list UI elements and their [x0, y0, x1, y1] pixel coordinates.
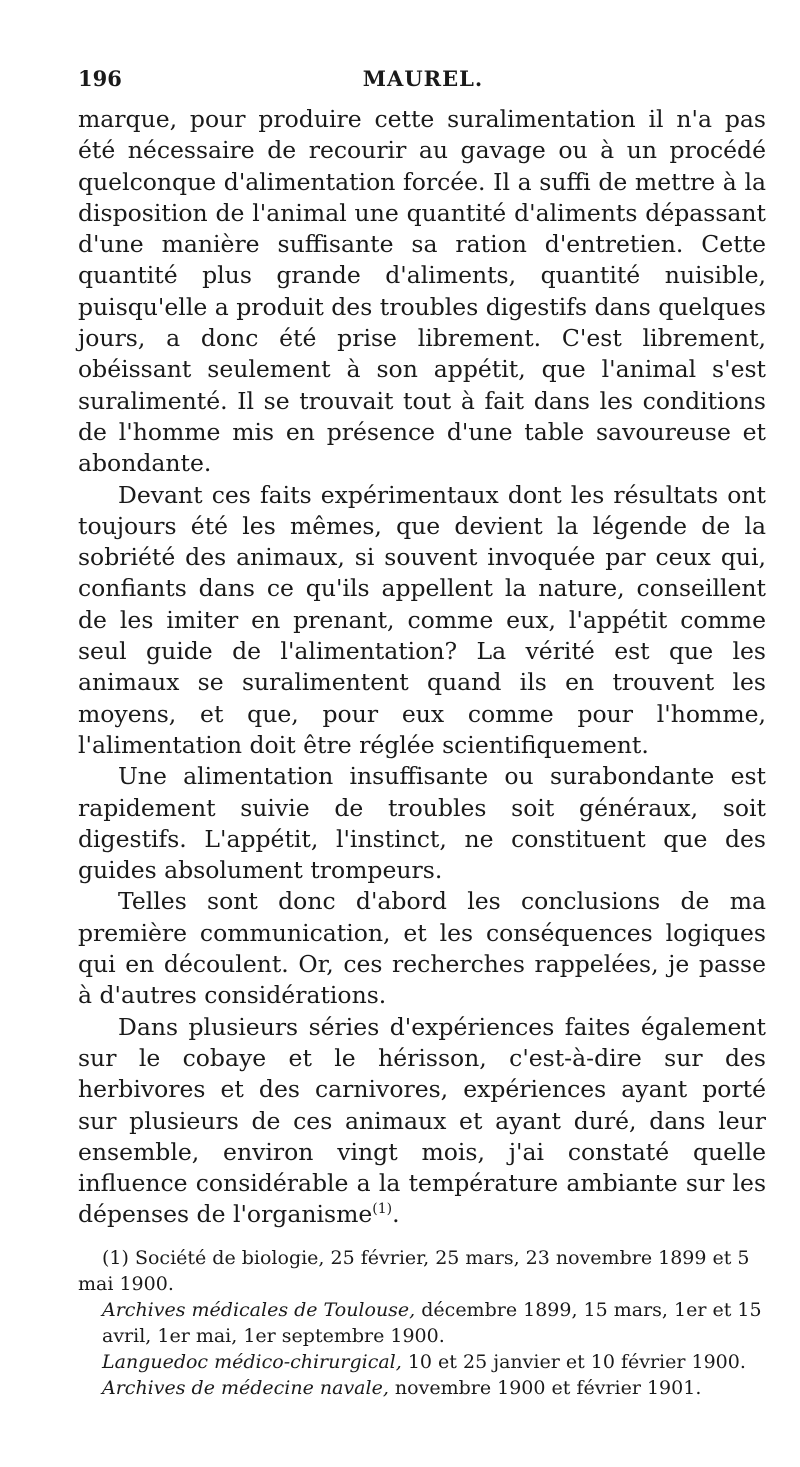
paragraph-5 — [78, 1012, 766, 1231]
source-2-title: Languedoc médico-chirurgical, — [102, 1351, 402, 1373]
paragraph-5-text: Dans plusieurs séries d'expériences faites également sur le cobaye et le hérisson, c'est-à-dire sur des herbivores et des carnivores, expériences ayant porté sur plusieurs de ces animaux et ayant duré, dans leur ensemble, environ vingt mois, j'ai constaté quelle influence considérable a la température ambiante sur les dépenses de l'organisme — [78, 1012, 766, 1229]
page-header — [78, 66, 768, 96]
body-text — [78, 104, 766, 1231]
footnote-marker: (1) — [102, 1247, 129, 1269]
paragraph-1: marque, pour produire cette suralimentation il n'a pas été nécessaire de recourir au gavage ou à un procédé quelconque d'alimentation forcée. Il a suffi de mettre à la disposition de l'animal une quantité d'aliments dépassant d'une manière suffisante sa ration d'entretien. Cette quantité plus grande d'aliments, quantité nuisible, puisqu'elle a produit des troubles digestifs dans quelques jours, a donc été prise librement. C'est librement, obéissant seulement à son appétit, que l'animal s'est suralimenté. Il se trouvait tout à fait dans les conditions de l'homme mis en présence d'une table savoureuse et abondante. — [78, 105, 766, 478]
page-number: 196 — [78, 66, 122, 91]
source-3-text: novembre 1900 et février 1901. — [394, 1377, 702, 1399]
footnote-source-3 — [78, 1375, 766, 1401]
paragraph-3: Une alimentation insuffisante ou surabondante est rapidement suivie de troubles soit généraux, soit digestifs. L'appétit, l'instinct, ne constituent que des guides absolument trompeurs. — [78, 762, 766, 885]
source-1-text: décembre 1899, 15 mars, 1er et 15 avril, 1er mai, 1er septembre 1900. — [102, 1299, 762, 1347]
footnote-line-1: Société de biologie, 25 février, 25 mars, 23 novembre 1899 et 5 mai 1900. — [78, 1247, 750, 1295]
source-3-title: Archives de médecine navale, — [102, 1377, 389, 1399]
source-2-text: 10 et 25 janvier et 10 février 1900. — [407, 1351, 746, 1373]
paragraph-2: Devant ces faits expérimentaux dont les résultats ont toujours été les mêmes, que devient la légende de la sobriété des animaux, si souvent invoquée par ceux qui, confiants dans ce qu'ils appellent la nature, conseillent de les imiter en prenant, comme eux, l'appétit comme seul guide de l'alimentation? La vérité est que les animaux se suralimentent quand ils en trouvent les moyens, et que, pour eux comme pour l'homme, l'alimentation doit être réglée scientifiquement. — [78, 480, 766, 759]
footnote-reference: (1) — [372, 1201, 393, 1218]
running-head: MAUREL. — [362, 66, 484, 91]
source-1-title: Archives médicales de Toulouse, — [102, 1299, 416, 1321]
paragraph-5-end: . — [392, 1200, 400, 1229]
footnotes — [78, 1245, 766, 1401]
footnote-1 — [78, 1245, 766, 1297]
paragraph-4: Telles sont donc d'abord les conclusions de ma première communication, et les conséquences logiques qui en découlent. Or, ces recherches rappelées, je passe à d'autres considérations. — [78, 887, 766, 1010]
footnote-source-1 — [78, 1297, 766, 1349]
footnote-source-2 — [78, 1349, 766, 1375]
